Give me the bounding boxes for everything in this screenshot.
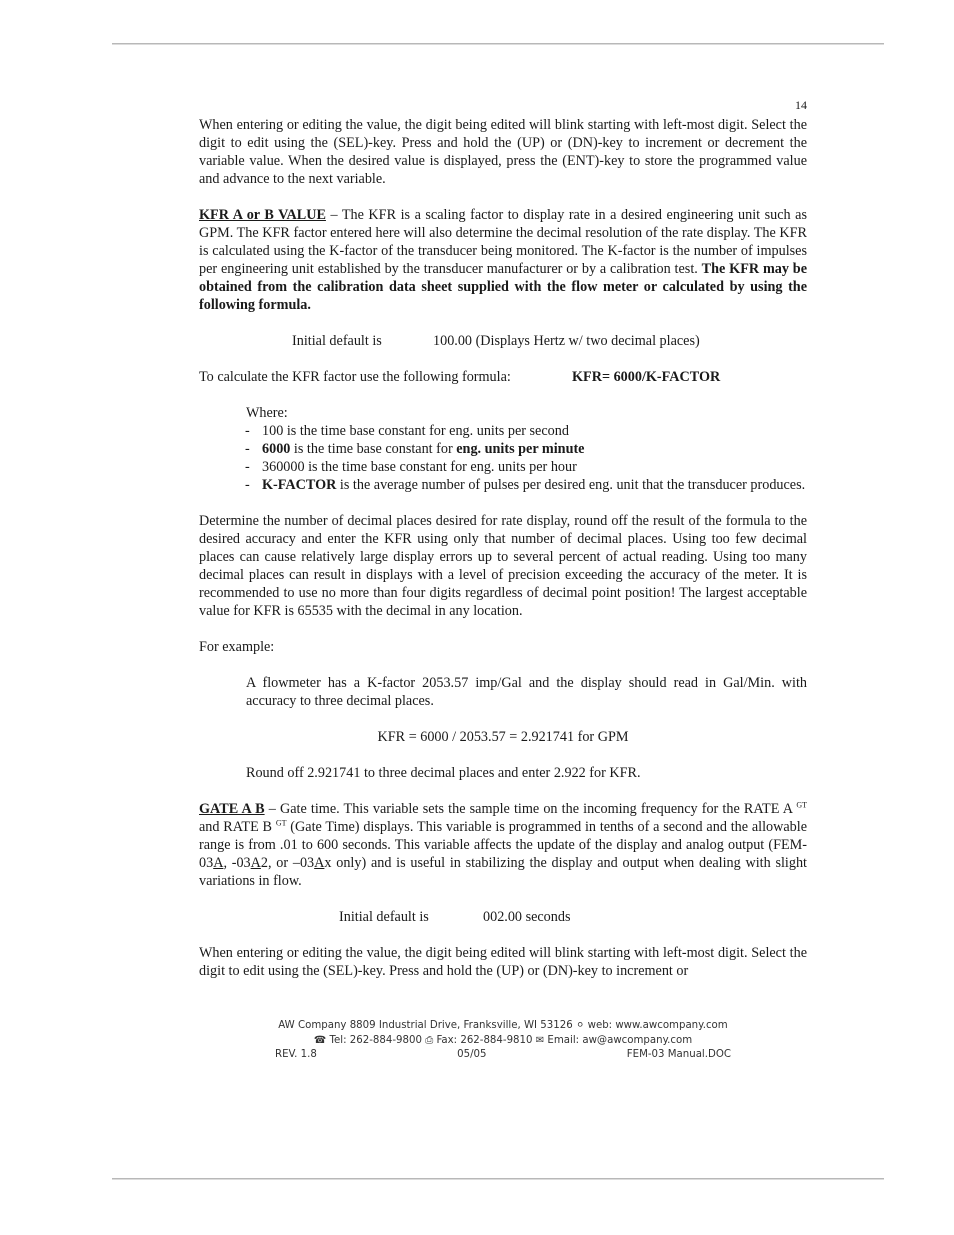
gate-paragraph: GATE A B – Gate time. This variable sets the sample time on the incoming frequency for the RATE A $^{GT}$ and RATE B $^{GT}$ (Gate Time) displays. This variable is programmed in tenths of a second and the allowable range is from .01 to 600 seconds. This variable affects the update of the display and analog output (FEM-03A, -03A2, or –03Ax only) and is useful in stabilizing the display and output when dealing with slight variations in flow. [199,800,808,889]
gate-default-value: 002.00 seconds [483,909,571,925]
globe-icon: ⚪ [575,1020,585,1031]
top-rule [112,43,884,45]
page-number: 14 [795,98,807,112]
formula: KFR= 6000/K-FACTOR [572,369,721,385]
footer-line-3: REV. 1.8 05/05 FEM-03 Manual.DOC [275,1049,731,1060]
last-paragraph: When entering or editing the value, the digit being edited will blink starting with left-most digit. Select the digit to edit using the (SEL)-key. Press and hold the (UP) or (DN)-key to increment or [199,945,807,979]
footer [275,1019,731,1063]
example-label: For example: [199,639,275,655]
kfr-default-label: Initial default is [292,333,382,349]
example-round: Round off 2.921741 to three decimal places and enter 2.922 for KFR. [246,765,641,781]
kfr-heading: KFR A or B VALUE [199,207,326,223]
kfr-default-value: 100.00 (Displays Hertz w/ two decimal places) [433,333,700,349]
where-list [199,422,807,494]
example-formula: KFR = 6000 / 2053.57 = 2.921741 for GPM [377,729,629,745]
footer-line-2: ☎ Tel: 262-884-9800 ⎙ Fax: 262-884-9810 ✉ Email: aw@awcompany.com [313,1034,693,1046]
kfr-formula-row [199,368,807,386]
kfr-default [199,332,807,350]
phone-icon: ☎ [313,1034,327,1046]
list-item: - K-FACTOR is the average number of pulses per desired eng. unit that the transducer produces. [245,477,806,493]
example-text: A flowmeter has a K-factor 2053.57 imp/Gal and the display should read in Gal/Min. with accuracy to three decimal places. [246,675,807,709]
list-item: - 6000 is the time base constant for eng. units per minute [245,441,585,457]
bottom-rule [112,1178,884,1180]
list-item: - 360000 is the time base constant for eng. units per hour [245,459,577,475]
email-icon: ✉ [535,1034,545,1046]
decimal-paragraph: Determine the number of decimal places desired for rate display, round off the result of the formula to the desired accuracy and enter the KFR using only that number of decimal places. Using too few decimal places can cause relatively large display errors up to several percent of actual reading. Using too many decimal places can result in displays with a level of precision exceeding the accuracy of the meter. It is recommended to use no more than four digits regardless of decimal point position! The largest acceptable value for KFR is 65535 with the decimal in any location. [199,513,807,619]
formula-intro: To calculate the KFR factor use the following formula: [199,369,511,385]
kfr-bold-text: The KFR may be obtained from the calibration data sheet supplied with the flow meter or calculated by using the following formula. [199,261,807,313]
list-item: - 100 is the time base constant for eng. units per second [245,423,569,439]
gate-default-label: Initial default is [339,909,429,925]
gate-default [199,908,807,926]
gate-heading: GATE A B [199,801,265,817]
where-label: Where: [246,405,288,421]
footer-line-1: AW Company 8809 Industrial Drive, Franksville, WI 53126 ⚪ web: www.awcompany.com [278,1020,728,1031]
kfr-paragraph [199,206,807,314]
kfr-text: – The KFR is a scaling factor to display rate in a desired engineering unit such as GPM. The KFR factor entered here will also determine the decimal resolution of the rate display. The KFR is calculated using the K-factor of the transducer being monitored. The K-factor is the number of impulses per engineering unit established by the transducer manufacturer or by a calibration test. [199,207,807,277]
intro-paragraph: When entering or editing the value, the digit being edited will blink starting with left-most digit. Select the digit to edit using the (SEL)-key. Press and hold the (UP) or (DN)-key to increment or decrement the variable value. When the desired value is displayed, press the (ENT)-key to store the programmed value and advance to the next variable. [199,117,807,187]
fax-icon: ⎙ [425,1034,434,1046]
page-body [199,96,807,980]
